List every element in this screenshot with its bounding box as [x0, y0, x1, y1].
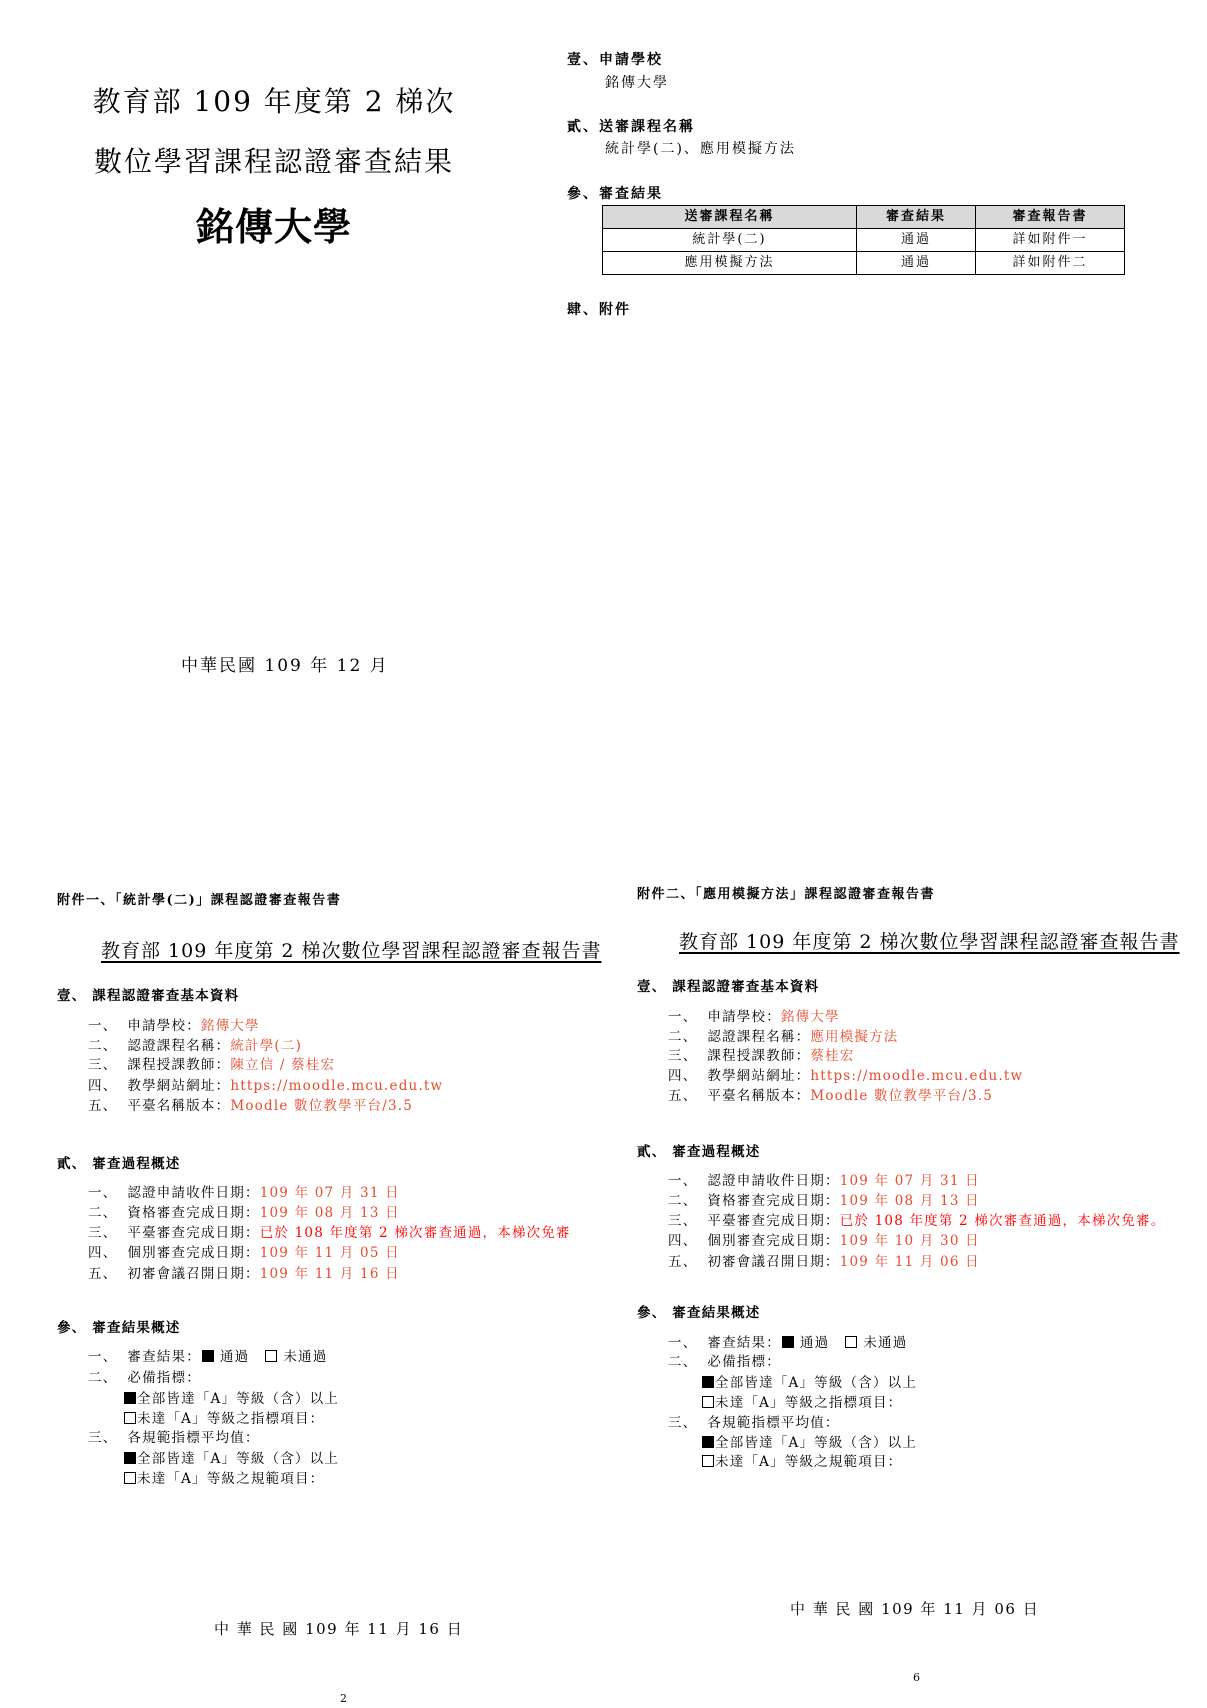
table-header-row	[603, 206, 1125, 229]
item-number: 五、	[668, 1088, 698, 1104]
report-cell: 詳如附件一	[976, 229, 1125, 252]
option-pass: 通過	[219, 1349, 250, 1365]
basic-info-teacher	[668, 1048, 854, 1064]
item-label: 各規範指標平均值：	[127, 1430, 260, 1446]
column-header-report: 審查報告書	[976, 206, 1125, 229]
item-number: 三、	[88, 1430, 118, 1446]
item-label: 認證課程名稱：	[127, 1038, 231, 1054]
cover-title-line2: 數位學習課程認證審查結果	[93, 145, 454, 178]
cover-date: 中華民國 109 年 12 月	[181, 656, 389, 676]
basic-info-course	[88, 1038, 302, 1054]
page-number: 2	[340, 1692, 347, 1705]
item-label: 平臺審查完成日期：	[707, 1213, 840, 1229]
option-fail: 未通過	[283, 1349, 328, 1365]
table-row	[603, 252, 1125, 275]
item-value: Moodle 數位教學平台/3.5	[810, 1088, 994, 1104]
item-value: 109 年 11 月 16 日	[259, 1266, 400, 1282]
process-qualification-date	[88, 1205, 400, 1221]
item-number: 四、	[668, 1068, 698, 1084]
item-label: 認證課程名稱：	[707, 1029, 811, 1045]
process-individual-review-date	[88, 1245, 400, 1261]
required-option-line	[124, 1391, 339, 1407]
item-label: 個別審查完成日期：	[127, 1245, 260, 1261]
section-heading-results: 參、 審查結果概述	[637, 1305, 761, 1321]
item-label: 資格審查完成日期：	[707, 1193, 840, 1209]
item-number: 一、	[88, 1018, 118, 1034]
item-label: 必備指標：	[707, 1354, 781, 1370]
item-number: 一、	[88, 1185, 118, 1201]
process-meeting-date	[668, 1254, 980, 1270]
attachments-heading: 肆、附件	[567, 302, 631, 318]
average-option-line	[702, 1454, 902, 1470]
item-value: 109 年 11 月 05 日	[259, 1245, 400, 1261]
basic-info-teacher	[88, 1057, 335, 1073]
item-value: 109 年 08 月 13 日	[839, 1193, 980, 1209]
checkbox-icon	[124, 1412, 136, 1424]
section-heading-results: 參、 審查結果概述	[57, 1320, 181, 1336]
process-platform-review	[668, 1213, 1165, 1229]
option-label: 全部皆達「A」等級（含）以上	[137, 1451, 340, 1467]
process-received-date	[88, 1185, 400, 1201]
average-option-line	[702, 1435, 917, 1451]
average-option-line	[124, 1471, 324, 1487]
checkbox-icon	[782, 1336, 794, 1348]
basic-info-applicant	[88, 1018, 260, 1034]
section-heading-process: 貳、 審查過程概述	[57, 1156, 181, 1172]
course-cell: 統計學(二)	[603, 229, 857, 252]
basic-info-platform	[668, 1088, 993, 1104]
item-number: 二、	[88, 1038, 118, 1054]
item-value: 109 年 07 月 31 日	[259, 1185, 400, 1201]
course-cell: 應用模擬方法	[603, 252, 857, 275]
basic-info-applicant	[668, 1009, 840, 1025]
checkbox-icon	[124, 1392, 136, 1404]
cover-title-line1: 教育部 109 年度第 2 梯次	[92, 85, 456, 118]
report-title: 教育部 109 年度第 2 梯次數位學習課程認證審查報告書	[101, 940, 602, 962]
item-label: 審查結果：	[127, 1349, 201, 1365]
report-cell: 詳如附件二	[976, 252, 1125, 275]
item-value: 已於 108 年度第 2 梯次審查通過，本梯次免審。	[839, 1213, 1166, 1229]
review-result-line	[88, 1349, 327, 1365]
courses-heading: 貳、送審課程名稱	[567, 119, 695, 135]
item-value: 銘傳大學	[200, 1018, 260, 1034]
item-label: 教學網站網址：	[707, 1068, 811, 1084]
basic-info-course	[668, 1029, 899, 1045]
section-heading-process: 貳、 審查過程概述	[637, 1144, 761, 1160]
required-option-line	[702, 1375, 917, 1391]
column-header-result: 審查結果	[857, 206, 976, 229]
item-label: 必備指標：	[127, 1370, 201, 1386]
required-option-line	[124, 1411, 324, 1427]
item-label: 資格審查完成日期：	[127, 1205, 260, 1221]
item-label: 課程授課教師：	[707, 1048, 811, 1064]
checkbox-icon	[265, 1350, 277, 1362]
report-title: 教育部 109 年度第 2 梯次數位學習課程認證審查報告書	[679, 931, 1180, 953]
item-label: 個別審查完成日期：	[707, 1233, 840, 1249]
item-number: 五、	[88, 1266, 118, 1282]
item-label: 認證申請收件日期：	[707, 1173, 840, 1189]
report-date: 中 華 民 國 109 年 11 月 06 日	[790, 1600, 1040, 1618]
item-value: 109 年 08 月 13 日	[259, 1205, 400, 1221]
item-value: 銘傳大學	[780, 1009, 840, 1025]
item-label: 教學網站網址：	[127, 1078, 231, 1094]
result-heading: 參、審查結果	[567, 186, 663, 202]
applicant-school: 銘傳大學	[605, 75, 669, 91]
item-number: 四、	[668, 1233, 698, 1249]
item-label: 初審會議召開日期：	[127, 1266, 260, 1282]
item-value: 已於 108 年度第 2 梯次審查通過，本梯次免審	[259, 1225, 571, 1241]
item-number: 二、	[668, 1193, 698, 1209]
item-value: Moodle 數位教學平台/3.5	[230, 1098, 414, 1114]
item-number: 五、	[88, 1098, 118, 1114]
item-label: 審查結果：	[707, 1335, 781, 1351]
item-label: 課程授課教師：	[127, 1057, 231, 1073]
item-number: 三、	[668, 1213, 698, 1229]
report-date: 中 華 民 國 109 年 11 月 16 日	[214, 1620, 464, 1638]
item-value: 109 年 10 月 30 日	[839, 1233, 980, 1249]
item-number: 一、	[668, 1335, 698, 1351]
required-indicators-line	[88, 1370, 201, 1386]
option-pass: 通過	[799, 1335, 830, 1351]
required-indicators-line	[668, 1354, 781, 1370]
basic-info-platform	[88, 1098, 413, 1114]
checkbox-icon	[702, 1396, 714, 1408]
result-cell: 通過	[857, 252, 976, 275]
option-label: 全部皆達「A」等級（含）以上	[715, 1375, 918, 1391]
checkbox-icon	[124, 1472, 136, 1484]
item-number: 二、	[88, 1370, 118, 1386]
applicant-heading: 壹、申請學校	[567, 52, 663, 68]
item-number: 四、	[88, 1078, 118, 1094]
item-number: 三、	[668, 1048, 698, 1064]
attachment-label: 附件一、「統計學(二)」課程認證審查報告書	[57, 893, 342, 908]
item-value: 陳立信 / 蔡桂宏	[230, 1057, 336, 1073]
item-label: 平臺審查完成日期：	[127, 1225, 260, 1241]
item-value: 蔡桂宏	[810, 1048, 855, 1064]
courses-list: 統計學(二)、應用模擬方法	[605, 141, 796, 157]
review-result-line	[668, 1335, 907, 1351]
page-number: 6	[913, 1671, 920, 1684]
process-qualification-date	[668, 1193, 980, 1209]
column-header-course: 送審課程名稱	[603, 206, 857, 229]
checkbox-icon	[702, 1376, 714, 1388]
item-number: 四、	[88, 1245, 118, 1261]
item-label: 初審會議召開日期：	[707, 1254, 840, 1270]
item-number: 二、	[88, 1205, 118, 1221]
process-platform-review	[88, 1225, 571, 1241]
item-number: 五、	[668, 1254, 698, 1270]
section-heading-basic-info: 壹、 課程認證審查基本資料	[57, 988, 240, 1004]
item-number: 三、	[88, 1225, 118, 1241]
option-label: 全部皆達「A」等級（含）以上	[715, 1435, 918, 1451]
table-row	[603, 229, 1125, 252]
item-value: 統計學(二)	[230, 1038, 303, 1054]
average-indicators-line	[88, 1430, 260, 1446]
item-value: https://moodle.mcu.edu.tw	[810, 1068, 1024, 1084]
average-indicators-line	[668, 1415, 840, 1431]
option-label: 全部皆達「A」等級（含）以上	[137, 1391, 340, 1407]
item-value: 109 年 11 月 06 日	[839, 1254, 980, 1270]
item-label: 平臺名稱版本：	[127, 1098, 231, 1114]
result-cell: 通過	[857, 229, 976, 252]
item-label: 認證申請收件日期：	[127, 1185, 260, 1201]
section-heading-basic-info: 壹、 課程認證審查基本資料	[637, 979, 820, 995]
item-number: 二、	[668, 1029, 698, 1045]
option-fail: 未通過	[863, 1335, 908, 1351]
review-result-table	[602, 205, 1125, 275]
option-label: 未達「A」等級之規範項目：	[137, 1471, 325, 1487]
checkbox-icon	[702, 1436, 714, 1448]
required-option-line	[702, 1395, 902, 1411]
item-label: 申請學校：	[707, 1009, 781, 1025]
process-individual-review-date	[668, 1233, 980, 1249]
item-label: 平臺名稱版本：	[707, 1088, 811, 1104]
cover-school-name: 銘傳大學	[195, 204, 352, 249]
item-number: 一、	[668, 1173, 698, 1189]
average-option-line	[124, 1451, 339, 1467]
option-label: 未達「A」等級之指標項目：	[715, 1395, 903, 1411]
process-received-date	[668, 1173, 980, 1189]
item-value: 109 年 07 月 31 日	[839, 1173, 980, 1189]
item-number: 三、	[88, 1057, 118, 1073]
item-number: 三、	[668, 1415, 698, 1431]
basic-info-website	[88, 1078, 443, 1094]
basic-info-website	[668, 1068, 1023, 1084]
item-value: https://moodle.mcu.edu.tw	[230, 1078, 444, 1094]
process-meeting-date	[88, 1266, 400, 1282]
checkbox-icon	[702, 1455, 714, 1467]
checkbox-icon	[845, 1336, 857, 1348]
item-number: 一、	[668, 1009, 698, 1025]
item-value: 應用模擬方法	[810, 1029, 899, 1045]
checkbox-icon	[124, 1452, 136, 1464]
option-label: 未達「A」等級之規範項目：	[715, 1454, 903, 1470]
item-number: 一、	[88, 1349, 118, 1365]
option-label: 未達「A」等級之指標項目：	[137, 1411, 325, 1427]
attachment-label: 附件二、「應用模擬方法」課程認證審查報告書	[637, 887, 936, 902]
checkbox-icon	[202, 1350, 214, 1362]
item-label: 申請學校：	[127, 1018, 201, 1034]
item-number: 二、	[668, 1354, 698, 1370]
item-label: 各規範指標平均值：	[707, 1415, 840, 1431]
